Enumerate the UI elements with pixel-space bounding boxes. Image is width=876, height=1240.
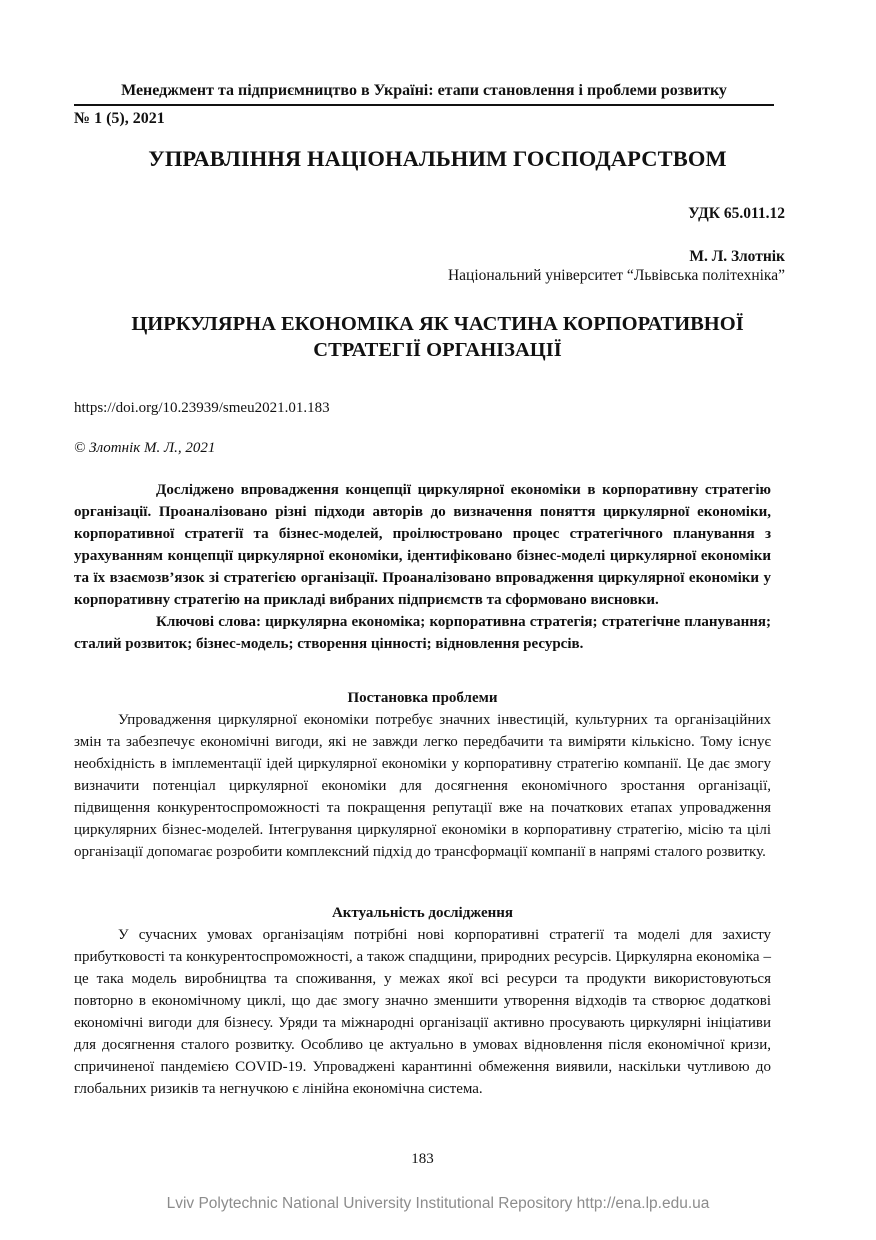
- section-body-problem: [74, 709, 771, 863]
- section-heading-relevance: Актуальність дослідження: [331, 905, 514, 921]
- paragraph: У сучасних умовах організаціям потрібні нові корпоративні стратегії та моделі для захисту прибутковості та конкурентоспроможності, а також спадщини, природних ресурсів. Циркулярна економіка – це така модель виробництва та споживання, у межах якої всі ресурси та продукти використовуються повторно в економічному циклі, що дає змогу значно зменшити утворення відходів та створює додаткові економічні вигоди для бізнесу. Уряди та міжнародні організації активно просувають циркулярні ініціативи для досягнення сталого розвитку. Особливо це актуально в умовах відновлення після економічної кризи, спричиненої пандемією COVID-19. Упроваджені карантинні обмеження виявили, наскільки чутливою до глобальних ризиків та негнучкою є лінійна економічна система.: [74, 927, 771, 1097]
- header-rule: [74, 104, 774, 106]
- author-name: М. Л. Злотнік: [689, 248, 785, 265]
- keywords: Ключові слова: циркулярна економіка; корпоративна стратегія; стратегічне планування; сталий розвиток; бізнес-модель; створення цінності; відновлення ресурсів.: [74, 614, 771, 652]
- section-title: УПРАВЛІННЯ НАЦІОНАЛЬНИМ ГОСПОДАРСТВОМ: [148, 146, 727, 171]
- page-number: 183: [411, 1151, 434, 1167]
- article-title: [74, 311, 801, 363]
- article-title-line-1: ЦИРКУЛЯРНА ЕКОНОМІКА ЯК ЧАСТИНА КОРПОРАТИВНОЇ: [131, 313, 744, 335]
- author-affiliation: Національний університет “Львівська політехніка”: [447, 267, 785, 284]
- paragraph: Упровадження циркулярної економіки потребує значних інвестицій, культурних та організаційних змін та забезпечує економічні вигоди, які не завжди легко передбачити та виміряти кількісно. Тому існує необхідність в імплементації ідей циркулярної економіки у корпоративну стратегію компанії. Це дає змогу визначити потенціал циркулярної економіки для досягнення економічного зростання організації, підвищення конкурентоспроможності та покращення репутації вже на початкових етапах упровадження циркулярних бізнес-моделей. Інтегрування циркулярної економіки в корпоративну стратегію, місію та цілі організації допомагає розробити комплексний підхід до трансформації компанії в напрямі сталого розвитку.: [74, 712, 771, 860]
- copyright-notice: © Злотнік М. Л., 2021: [74, 440, 216, 456]
- abstract-text: Досліджено впровадження концепції циркулярної економіки в корпоративну стратегію організації. Проаналізовано різні підходи авторів до визначення поняття циркулярної економіки, корпоративної стратегії та бізнес-моделей, проілюстровано процес стратегічного планування з урахуванням концепції циркулярної економіки, ідентифіковано бізнес-моделі циркулярної економіки та їх взаємозв’язок зі стратегією організації. Проаналізовано впровадження циркулярної економіки у корпоративну стратегію на прикладі вибраних підприємств та сформовано висновки.: [74, 482, 771, 608]
- section-heading-problem: Постановка проблеми: [347, 690, 498, 706]
- udc-code: УДК 65.011.12: [688, 205, 785, 222]
- repository-footer[interactable]: Lviv Polytechnic National University Institutional Repository http://ena.lp.edu.ua: [166, 1195, 710, 1212]
- abstract: [74, 479, 771, 655]
- article-title-line-2: СТРАТЕГІЇ ОРГАНІЗАЦІЇ: [313, 339, 562, 361]
- journal-title: Менеджмент та підприємництво в Україні: етапи становлення і проблеми розвитку: [121, 82, 727, 99]
- doi-link[interactable]: https://doi.org/10.23939/smeu2021.01.183: [74, 400, 330, 416]
- issue-number: № 1 (5), 2021: [74, 110, 165, 127]
- section-body-relevance: [74, 924, 771, 1100]
